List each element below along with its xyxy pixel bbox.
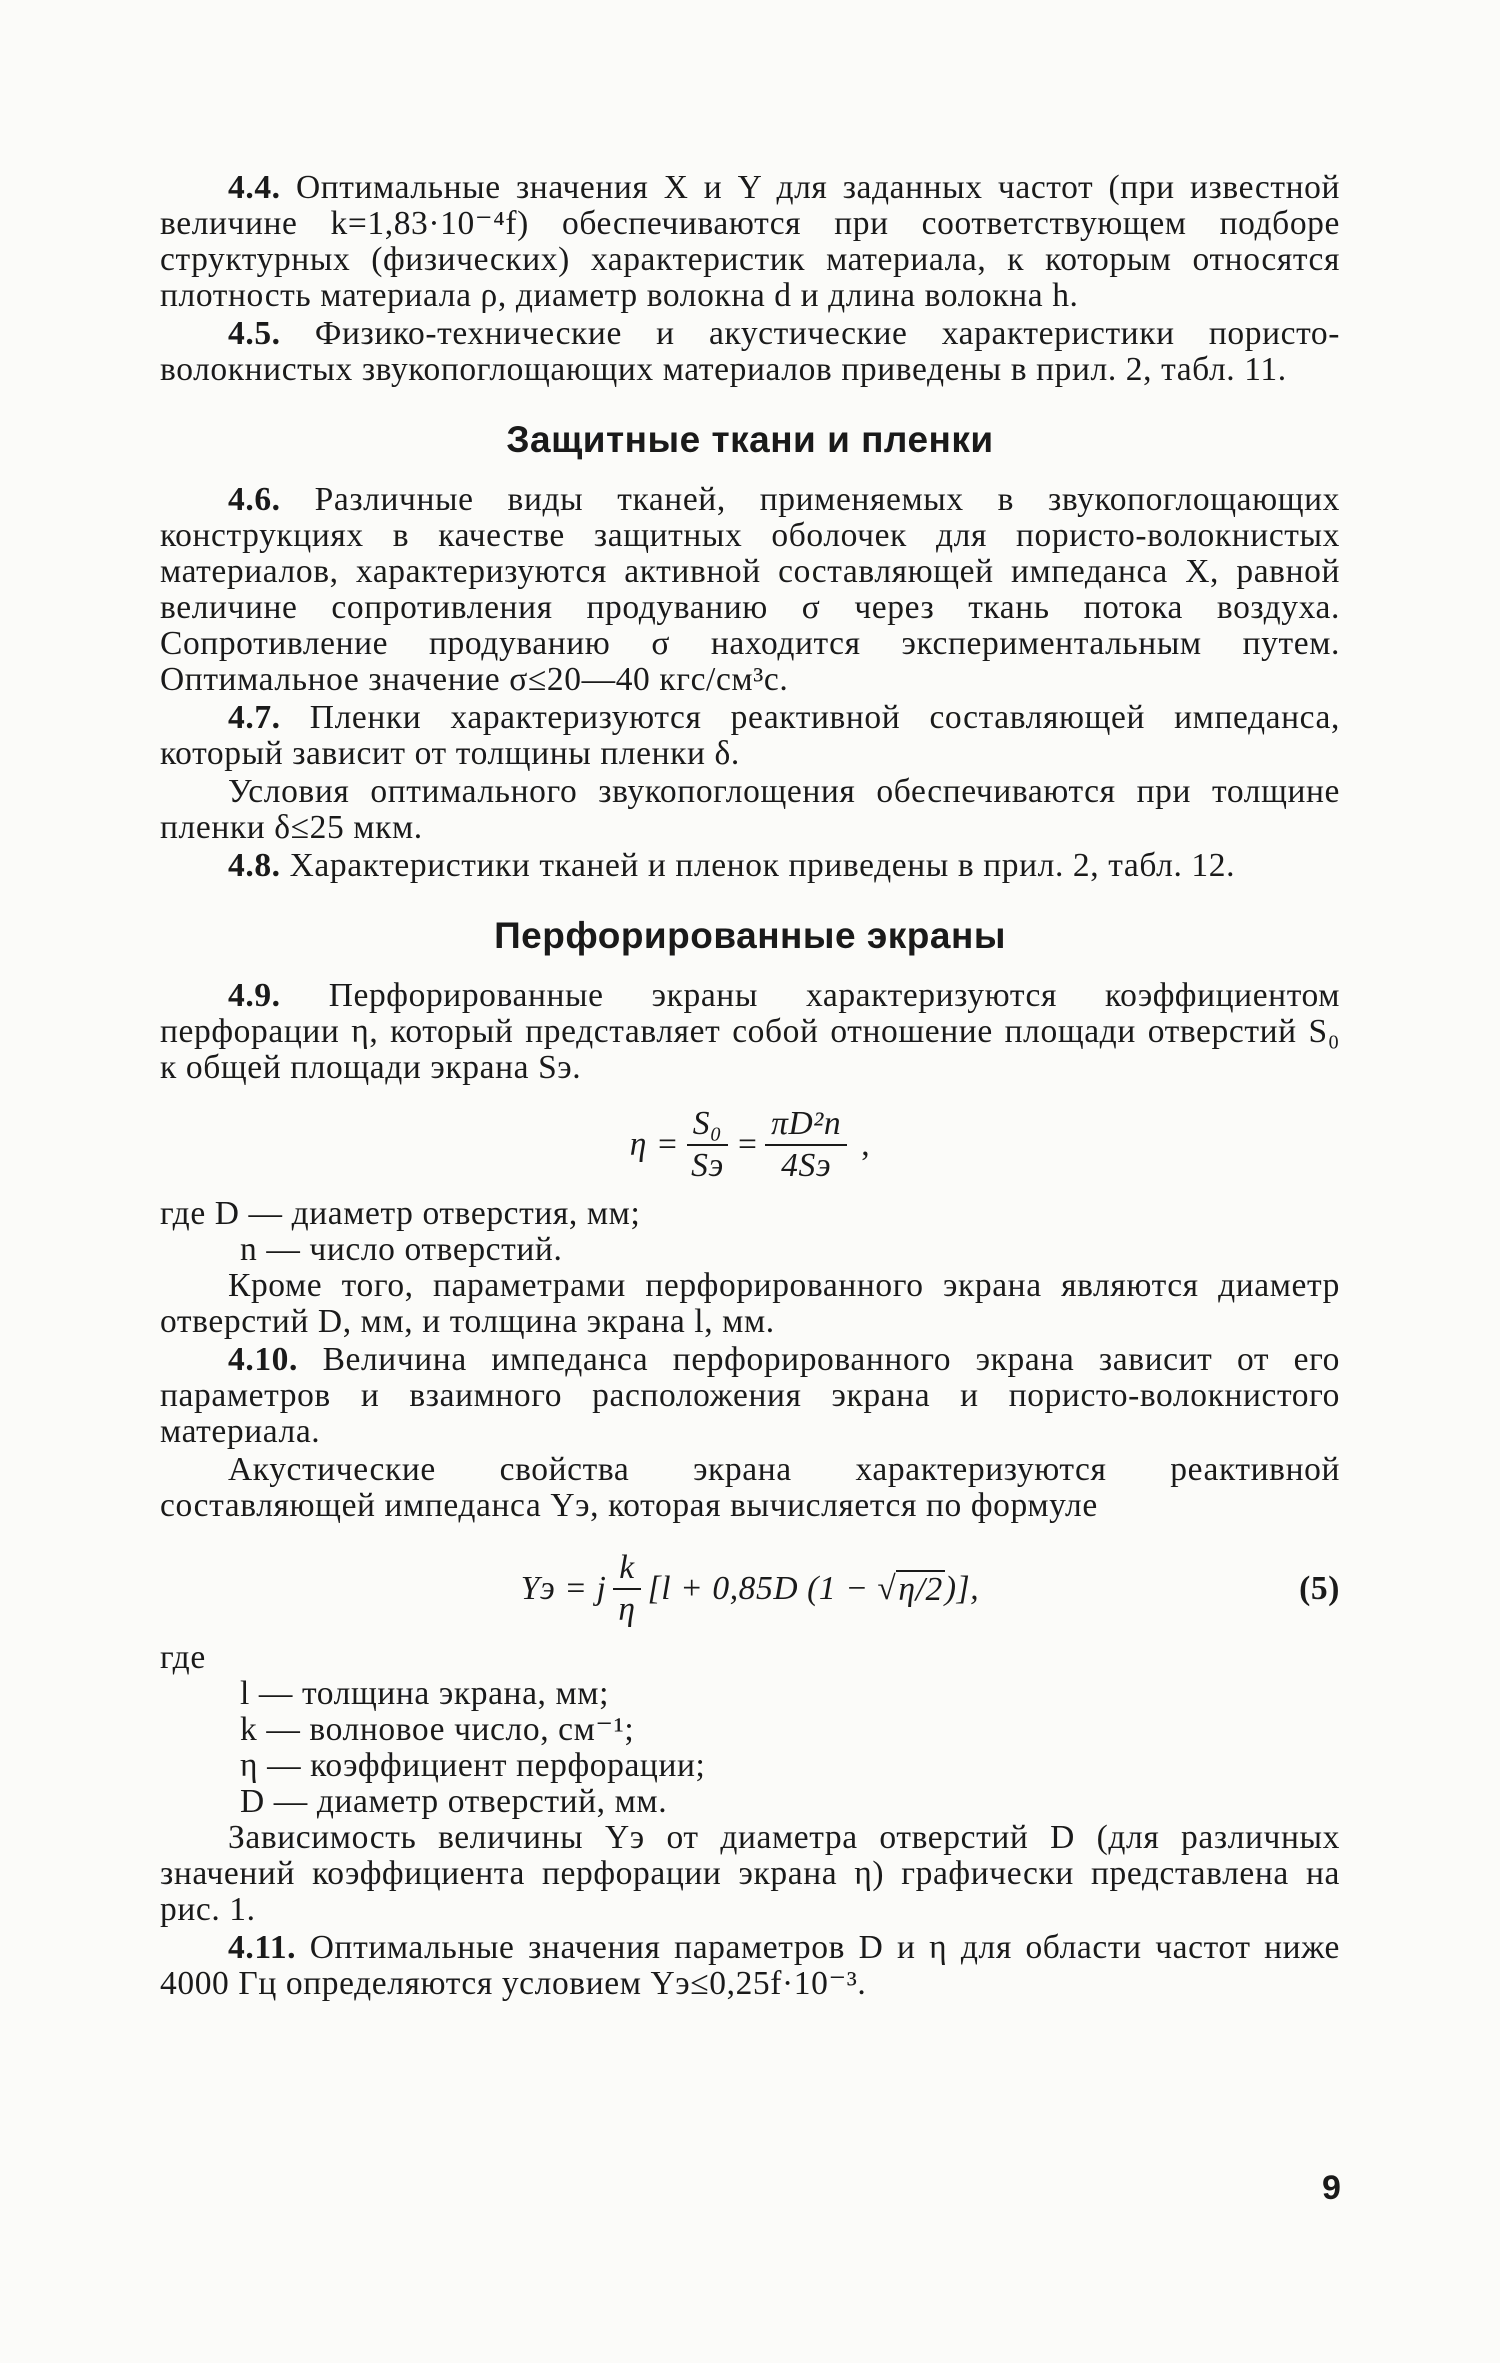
paragraph-4-10: 4.10. Величина импеданса перфорированного экрана зависит от его параметров и взаимного расположения экрана и пористо-волокнистого материала. (160, 1341, 1340, 1450)
paragraph-4-7: 4.7. Пленки характеризуются реактивной составляющей импеданса, который зависит от толщины пленки δ. (160, 699, 1340, 772)
legend-item-diameter: D — диаметр отверстий, мм. (240, 1783, 668, 1820)
paragraph-4-9: 4.9. Перфорированные экраны характеризуются коэффициентом перфорации η, который представляет собой отношение площади отверстий S₀ к общей площади экрана Sэ. (160, 977, 1341, 1086)
legend-line-diameter: где D — диаметр отверстия, мм; (160, 1195, 641, 1232)
legend-item-thickness: l — толщина экрана, мм; (240, 1675, 610, 1712)
page-number: 9 (1322, 2169, 1342, 2207)
paragraph-4-9-continued: Кроме того, параметрами перфорированного экрана являются диаметр отверстий D, мм, и толщина экрана l, мм. (160, 1267, 1340, 1340)
paragraph-4-6: 4.6. Различные виды тканей, применяемых в звукопоглощающих конструкциях в качестве защитных оболочек для пористо-волокнистых материалов, характеризуются активной составляющей импеданса X, равной величине сопротивления продуванию σ через ткань потока воздуха. Сопротивление продуванию σ находится экспериментальным путем. Оптимальное значение σ≤20—40 кгс/см³с. (160, 481, 1340, 698)
section-heading-perforated-screens: Перфорированные экраны (494, 915, 1006, 956)
paragraph-4-5: 4.5. Физико-технические и акустические характеристики пористо-волокнистых звукопоглощающих материалов приведены в прил. 2, табл. 11. (160, 315, 1340, 388)
legend-item-perforation: η — коэффициент перфорации; (240, 1747, 706, 1784)
formula-perforation-coefficient: η = $\frac{\text{S₀}}{Sэ}$ = $\frac{\text{πD²n}}{4Sэ}$ , (629, 1105, 871, 1184)
legend-item-wave-number: k — волновое число, см⁻¹; (240, 1711, 635, 1748)
legend-line-count: n — число отверстий. (240, 1231, 563, 1268)
paragraph-4-10-dependency: Зависимость величины Yэ от диаметра отверстий D (для различных значений коэффициента перфорации экрана η) графически представлена на рис. 1. (160, 1819, 1340, 1928)
paragraph-4-11: 4.11. Оптимальные значения параметров D и η для области частот ниже 4000 Гц определяются условием Yэ≤0,25f·10⁻³. (160, 1929, 1340, 2002)
fraction-s0-se: $\frac{\text{S₀}}{Sэ}$ (685, 1104, 730, 1186)
fraction-k-eta: $\frac{k}{\eta}$ (612, 1548, 641, 1630)
paragraph-4-10-continued: Акустические свойства экрана характеризуются реактивной составляющей импеданса Yэ, которая вычисляется по формуле (160, 1451, 1340, 1524)
paragraph-4-7-continued: Условия оптимального звукопоглощения обеспечиваются при толщине пленки δ≤25 мкм. (160, 773, 1340, 846)
legend-where: где (160, 1639, 206, 1676)
paragraph-4-8: 4.8. Характеристики тканей и пленок приведены в прил. 2, табл. 12. (228, 847, 1236, 884)
formula-number: (5) (1299, 1570, 1340, 1607)
legend-definitions (240, 1676, 1340, 1820)
page-body (160, 170, 1340, 2002)
fraction-piD2n-4se: $\frac{\text{πD²n}}{4Sэ}$ (765, 1104, 847, 1186)
formula-5-impedance: Yэ = j $\frac{k}{\eta}$ [l + 0,85D (1 − √ η/2 )], (5) (520, 1549, 1340, 1628)
section-heading-fabrics: Защитные ткани и пленки (506, 419, 994, 460)
paragraph-4-4: 4.4. Оптимальные значения X и Y для заданных частот (при известной величине k=1,83·10⁻⁴f) обеспечиваются при соответствующем подборе структурных (физических) характеристик материала, к которым относятся плотность материала ρ, диаметр волокна d и длина волокна h. (160, 169, 1340, 314)
